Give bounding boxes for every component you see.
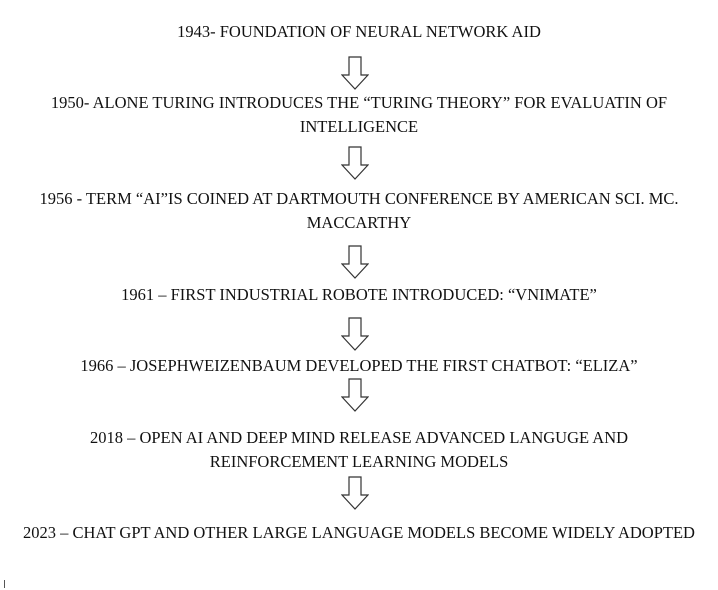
timeline-entry-1943: 1943- FOUNDATION OF NEURAL NETWORK AID [177, 22, 541, 41]
down-arrow-icon [341, 378, 369, 412]
down-arrow-icon [341, 476, 369, 510]
text-cursor-mark [4, 580, 5, 588]
down-arrow-icon [341, 317, 369, 351]
down-arrow-icon [341, 56, 369, 90]
down-arrow-icon [341, 245, 369, 279]
timeline-entry-1950: 1950- ALONE TURING INTRODUCES THE “TURING THEORY” FOR EVALUATIN OF INTELLIGENCE [50, 93, 668, 136]
timeline-entry-2023: 2023 – CHAT GPT AND OTHER LARGE LANGUAGE MODELS BECOME WIDELY ADOPTED [23, 523, 695, 542]
timeline-entry-1956: 1956 - TERM “AI”IS COINED AT DARTMOUTH CONFERENCE BY AMERICAN SCI. MC. MACCARTHY [39, 189, 679, 232]
timeline-entry-1966: 1966 – JOSEPHWEIZENBAUM DEVELOPED THE FIRST CHATBOT: “ELIZA” [80, 356, 638, 375]
timeline-entry-2018: 2018 – OPEN AI AND DEEP MIND RELEASE ADVANCED LANGUGE AND REINFORCEMENT LEARNING MODELS [89, 428, 629, 471]
timeline-entry-1961: 1961 – FIRST INDUSTRIAL ROBOTE INTRODUCED: “VNIMATE” [121, 285, 597, 304]
down-arrow-icon [341, 146, 369, 180]
